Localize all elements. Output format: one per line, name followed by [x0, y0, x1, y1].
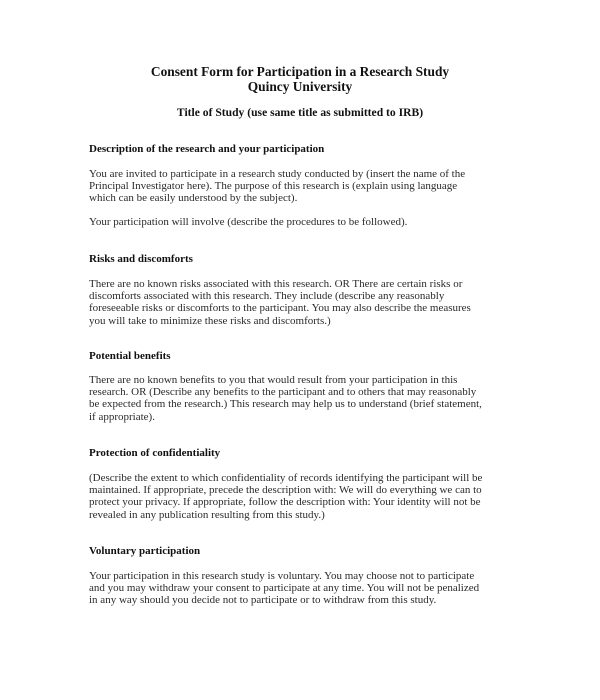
section-heading-risks: Risks and discomforts: [89, 253, 193, 265]
paragraph-description-intro: [89, 168, 529, 205]
text-line: (Describe the extent to which confidentiality of records identifying the participant will be: [89, 472, 483, 484]
document-title-line: Consent Form for Participation in a Research Study: [150, 64, 450, 79]
text-line: There are no known risks associated with this research. OR There are certain risks or: [89, 278, 463, 290]
text-line: Your participation will involve (describe the procedures to be followed).: [89, 216, 408, 228]
section-heading-description: Description of the research and your participation: [89, 143, 325, 155]
text-line: protect your privacy. If appropriate, follow the description with: Your identity will not be: [89, 496, 481, 509]
study-title: Title of Study (use same title as submitted to IRB): [176, 106, 424, 119]
text-line: maintained. If appropriate, precede the description with: We will do everything we can to: [89, 484, 482, 497]
paragraph-description-procedures: [89, 216, 529, 228]
paragraph-voluntary: [89, 570, 529, 607]
text-line: in any way should you decide not to participate or to withdraw from this study.: [89, 594, 437, 607]
university-name: Quincy University: [247, 79, 353, 94]
text-line: you will take to minimize these risks and discomforts.): [89, 314, 331, 327]
section-heading-benefits: Potential benefits: [89, 350, 171, 362]
text-line: There are no known benefits to you that would result from your participation in this: [89, 374, 458, 386]
text-line: which can be easily understood by the subject).: [89, 192, 298, 205]
text-line: if appropriate).: [89, 410, 155, 423]
document-title: [0, 64, 600, 94]
paragraph-benefits: [89, 374, 529, 423]
text-line: and you may withdraw your consent to participate at any time. You will not be penalized: [89, 582, 480, 595]
text-line: be expected from the research.) This research may help us to understand (brief statement,: [89, 398, 482, 411]
text-line: foreseeable risks or discomforts to the participant. You may also describe the measures: [89, 302, 471, 315]
text-line: You are invited to participate in a research study conducted by (insert the name of the: [89, 168, 466, 180]
section-heading-confidentiality: Protection of confidentiality: [89, 447, 221, 459]
section-heading-voluntary: Voluntary participation: [89, 545, 201, 557]
text-line: Your participation in this research study is voluntary. You may choose not to participate: [89, 570, 475, 582]
paragraph-risks: [89, 278, 529, 327]
text-line: research. OR (Describe any benefits to the participant and to others that may reasonably: [89, 386, 477, 399]
text-line: revealed in any publication resulting from this study.): [89, 508, 325, 521]
paragraph-confidentiality: [89, 472, 529, 521]
text-line: Principal Investigator here). The purpose of this research is (explain using language: [89, 180, 458, 193]
text-line: discomforts associated with this research. They include (describe any reasonably: [89, 290, 445, 303]
